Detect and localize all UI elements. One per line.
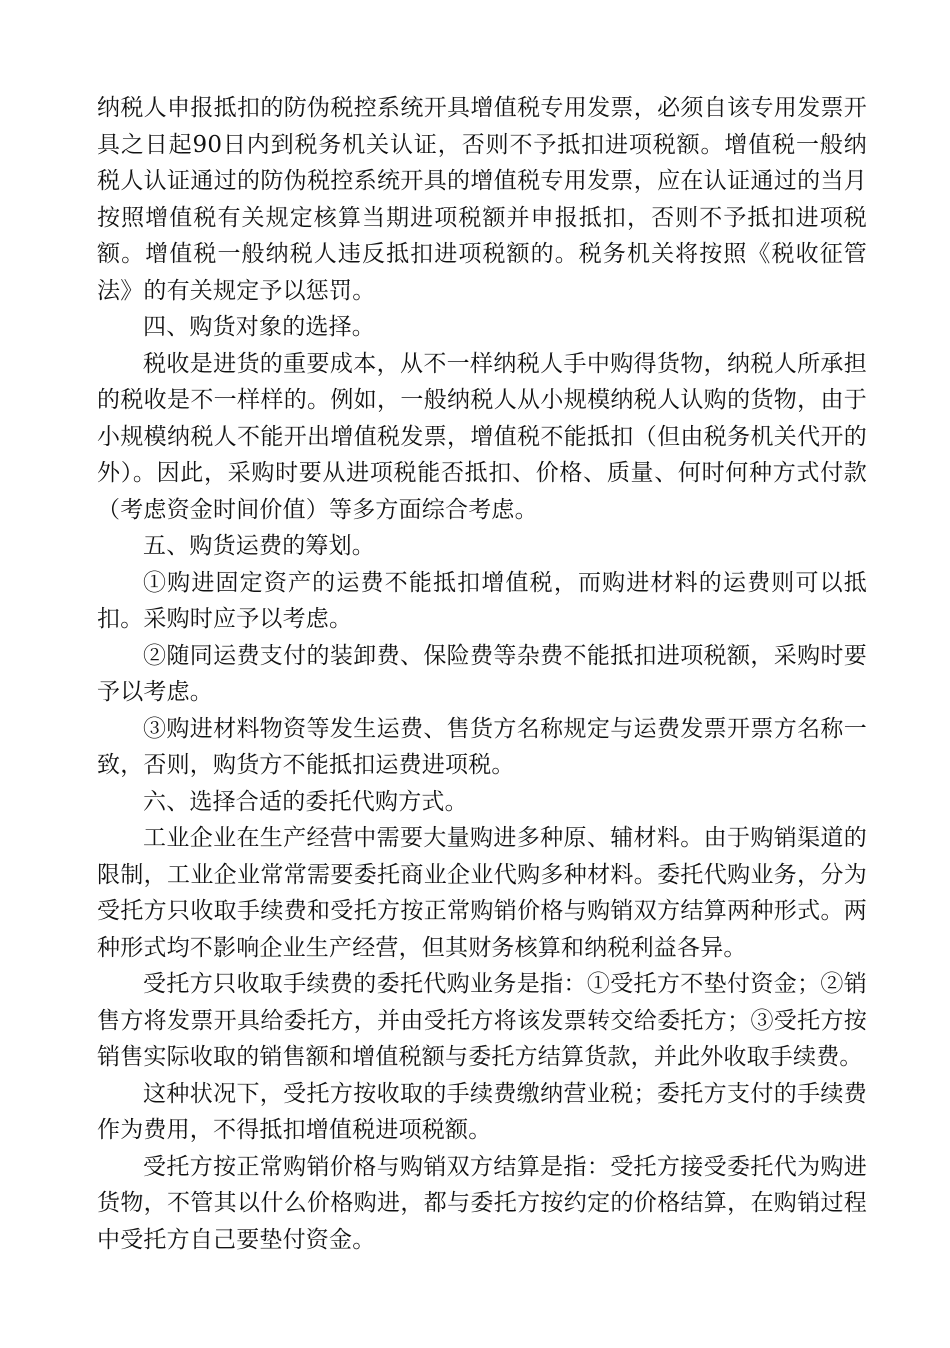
paragraph-purchase-object: 税收是进货的重要成本，从不一样纳税人手中购得货物，纳税人所承担的税收是不一样样的。例如，一般纳税人从小规模纳税人认购的货物，由于小规模纳税人不能开出增值税发票，增值税不能抵扣（但由税务机关代开的外）。因此，采购时要从进项税能否抵扣、价格、质量、何时何种方式付款（考虑资金时间价值）等多方面综合考虑。 — [97, 350, 867, 523]
document-page — [97, 90, 867, 1258]
paragraph-freight-1: ①购进固定资产的运费不能抵扣增值税，而购进材料的运费则可以抵扣。采购时应予以考虑。 — [97, 569, 867, 632]
paragraph-agency-intro: 工业企业在生产经营中需要大量购进多种原、辅材料。由于购销渠道的限制，工业企业常常需要委托商业企业代购多种材料。委托代购业务，分为受托方只收取手续费和受托方按正常购销价格与购销双方结算两种形式。两种形式均不影响企业生产经营，但其财务核算和纳税利益各异。 — [97, 825, 867, 961]
paragraph-normal-price-settlement: 受托方按正常购销价格与购销双方结算是指：受托方接受委托代为购进货物，不管其以什么价格购进，都与委托方按约定的价格结算，在购销过程中受托方自己要垫付资金。 — [97, 1153, 867, 1253]
heading-section-5: 五、购货运费的筹划。 — [143, 533, 375, 559]
heading-section-6: 六、选择合适的委托代购方式。 — [143, 788, 468, 815]
paragraph-invoice-certification: 纳税人申报抵扣的防伪税控系统开具增值税专用发票，必须自该专用发票开具之日起90日内到税务机关认证，否则不予抵扣进项税额。增值税一般纳税人认证通过的防伪税控系统开具的增值税专用发票，应在认证通过的当月按照增值税有关规定核算当期进项税额并申报抵扣，否则不予抵扣进项税额。增值税一般纳税人违反抵扣进项税额的。税务机关将按照《税收征管法》的有关规定予以惩罚。 — [97, 95, 867, 304]
paragraph-fee-tax-treatment: 这种状况下，受托方按收取的手续费缴纳营业税；委托方支付的手续费作为费用，不得抵扣增值税进项税额。 — [97, 1080, 867, 1143]
heading-section-4: 四、购货对象的选择。 — [143, 314, 375, 340]
paragraph-freight-2: ②随同运费支付的装卸费、保险费等杂费不能抵扣进项税额，采购时要予以考虑。 — [97, 642, 867, 705]
paragraph-freight-3: ③购进材料物资等发生运费、售货方名称规定与运费发票开票方名称一致，否则，购货方不能抵扣运费进项税。 — [97, 715, 867, 778]
paragraph-fee-only-agency: 受托方只收取手续费的委托代购业务是指：①受托方不垫付资金；②销售方将发票开具给委托方，并由受托方将该发票转交给委托方；③受托方按销售实际收取的销售额和增值税额与委托方结算货款，并此外收取手续费。 — [97, 971, 867, 1070]
